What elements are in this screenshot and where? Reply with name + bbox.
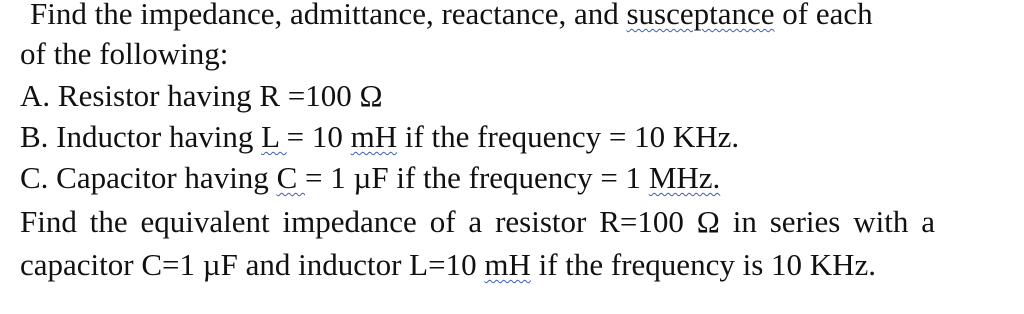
line1-text: Find the impedance, admittance, reactance, and bbox=[30, 0, 627, 31]
item-c-capacitor bbox=[20, 158, 720, 198]
line7-prefix: capacitor C=1 µF and inductor L=10 bbox=[20, 247, 485, 282]
item-b-tail: if the frequency = 10 KHz. bbox=[397, 119, 740, 154]
line7-tail: if the frequency is 10 KHz. bbox=[530, 247, 877, 282]
spellcheck-word-susceptance[interactable]: susceptance bbox=[626, 0, 775, 31]
line1-tail: of each bbox=[774, 0, 873, 31]
item-b-mid: = 10 bbox=[286, 119, 351, 154]
paragraph-line-6: Find the equivalent impedance of a resistor R=100 Ω in series with a bbox=[20, 204, 935, 239]
item-b-inductor bbox=[20, 117, 739, 157]
paragraph-line-1 bbox=[30, 0, 873, 34]
item-c-mid: = 1 µF if the frequency = 1 bbox=[305, 160, 649, 195]
spellcheck-word-L[interactable]: L bbox=[261, 119, 287, 154]
spellcheck-word-MHz[interactable]: MHz. bbox=[648, 160, 721, 195]
item-a-resistor: A. Resistor having R =100 Ω bbox=[20, 78, 383, 113]
spellcheck-word-C[interactable]: C bbox=[276, 160, 305, 195]
paragraph-line-7 bbox=[20, 245, 876, 285]
item-b-prefix: B. Inductor having bbox=[20, 119, 262, 154]
item-c-prefix: C. Capacitor having bbox=[20, 160, 277, 195]
paragraph-line-2: of the following: bbox=[20, 36, 229, 71]
spellcheck-word-mH-2[interactable]: mH bbox=[484, 247, 531, 282]
spellcheck-word-mH[interactable]: mH bbox=[350, 119, 398, 154]
